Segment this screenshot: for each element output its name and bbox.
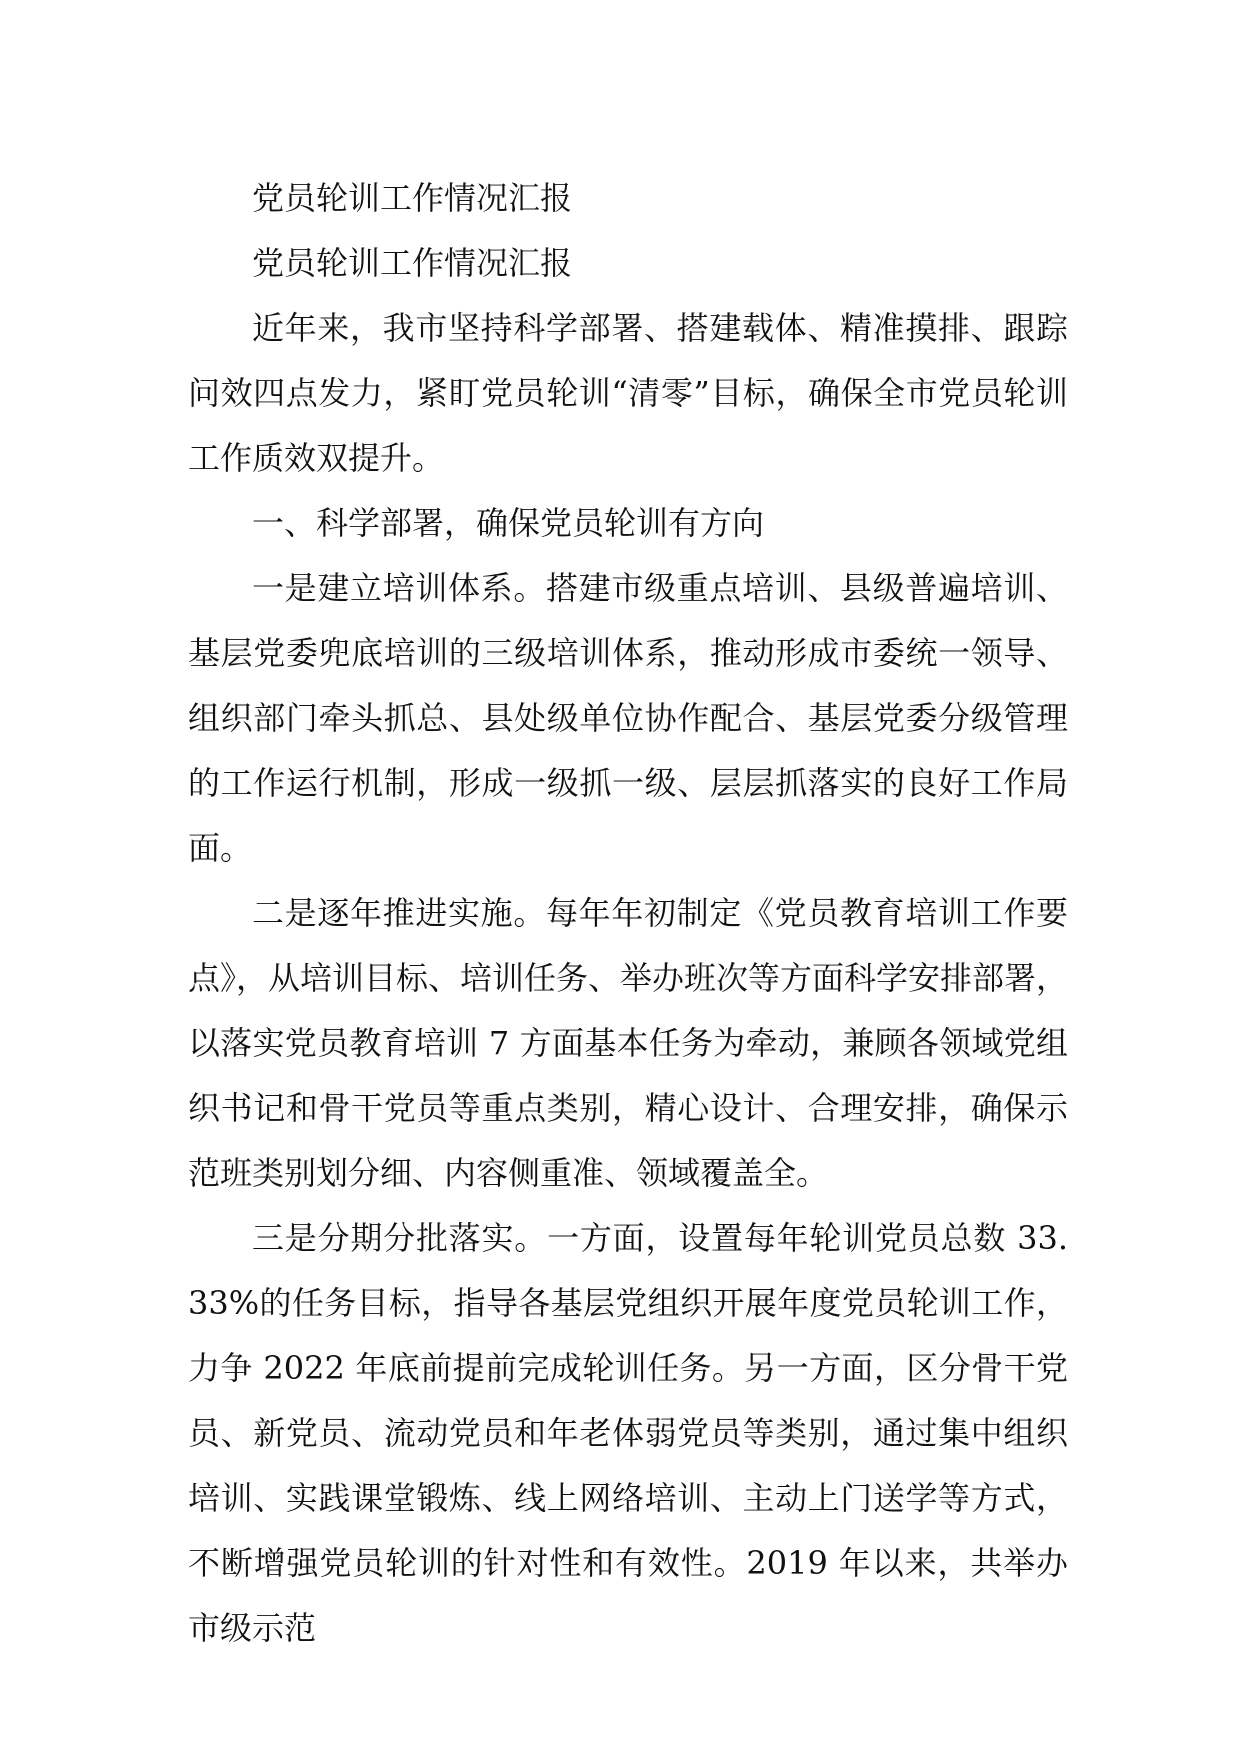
document-body xyxy=(188,166,1068,1661)
document-title: 党员轮训工作情况汇报 xyxy=(252,179,573,217)
paragraph-training-system: 一是建立培训体系。搭建市级重点培训、县级普遍培训、基层党委兜底培训的三级培训体系，推动形成市委统一领导、组织部门牵头抓总、县处级单位协作配合、基层党委分级管理的工作运行机制，形成一级抓一级、层层抓落实的良好工作局面。 xyxy=(188,569,1068,867)
paragraph-intro: 近年来，我市坚持科学部署、搭建载体、精准摸排、跟踪问效四点发力，紧盯党员轮训“清零”目标，确保全市党员轮训工作质效双提升。 xyxy=(188,309,1068,477)
section-heading-1: 一、科学部署，确保党员轮训有方向 xyxy=(252,504,765,542)
paragraph-annual-implementation: 二是逐年推进实施。每年年初制定《党员教育培训工作要点》，从培训目标、培训任务、举办班次等方面科学安排部署，以落实党员教育培训 7 方面基本任务为牵动，兼顾各领域党组织书记和骨干党员等重点类别，精心设计、合理安排，确保示范班类别划分细、内容侧重准、领域覆盖全。 xyxy=(188,894,1069,1192)
paragraph-phased-implementation: 三是分期分批落实。一方面，设置每年轮训党员总数 33.33%的任务目标，指导各基层党组织开展年度党员轮训工作，力争 2022 年底前提前完成轮训任务。另一方面，区分骨干党员、新党员、流动党员和年老体弱党员等类别，通过集中组织培训、实践课堂锻炼、线上网络培训、主动上门送学等方式，不断增强党员轮训的针对性和有效性。2019 年以来，共举办市级示范 xyxy=(188,1219,1068,1647)
document-subtitle: 党员轮训工作情况汇报 xyxy=(252,244,573,282)
